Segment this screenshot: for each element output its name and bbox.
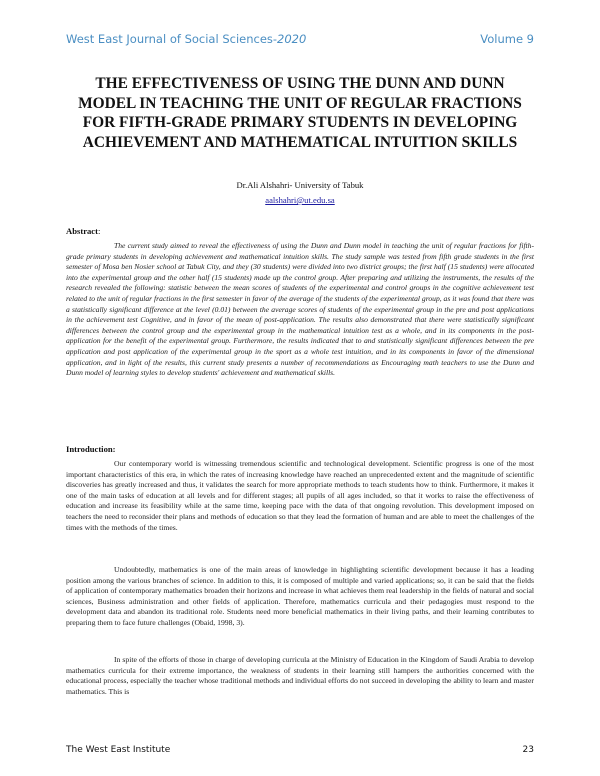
page-footer	[66, 745, 534, 759]
paper-title: THE EFFECTIVENESS OF USING THE DUNN AND DUNN MODEL IN TEACHING THE UNIT OF REGULAR FRACTIONS FOR FIFTH-GRADE PRIMARY STUDENTS IN DEVELOPING ACHIEVEMENT AND MATHEMATICAL INTUITION SKILLS	[78, 75, 522, 151]
journal-year: 2020	[277, 32, 307, 46]
abstract-text: The current study aimed to reveal the effectiveness of using the Dunn and Dunn model in teaching the unit of regular fractions for fifth-grade primary students in developing achievement and mathematical intuition skills. The study sample was tested from fifth grade students in the first semester of Mosa ben Nosier school at Tabuk City, and they (30 students) were divided into two district groups; the first half (15 students) were allocated into the experimental group and the other half (15 students) made up the control group. After preparing and utilizing the instruments, the results of the research revealed the following: statistic between the mean scores of students of the experimental and control groups in the cognitive achievement test related to the unit of regular fractions in the first semester in favor of the average of the students of the experimental group, as it was found that there was a statistically significant difference at the level (0.01) between the average scores of students of the experimental group in the pre and post applications in the achievement test Cognitive, and in favor of the mean of post-application. The results also demonstrated that there were statistically significant differences between the control group and the experimental group in the mathematical intuition test as a whole, and in its components in the post-application for the benefit of the experimental group. Furthermore, the results indicated that to and statistically significant differences between the pre application and post application of the experimental group in the sport as a whole test intuition, and in its components in favor of the dimensional application, and in light of the results, this current study presents a number of recommendations as Encouraging math teachers to use the Dunn and Dunn model of learning styles to develop students' achievement and mathematical skills.	[66, 241, 534, 378]
running-header	[66, 32, 534, 52]
abstract-heading: Abstract:	[66, 226, 101, 236]
introduction-heading: Introduction:	[66, 444, 116, 454]
volume-label: Volume 9	[480, 32, 534, 46]
intro-paragraph-1: Our contemporary world is witnessing tremendous scientific and technological development. Scientific progress is one of the most important characteristics of this era, in which the rates of increasing knowledge have reached an unprecedented extent and the magnitude of scientific discoveries has greatly increased and thus, it validates the search for more appropriate methods to teach students how to think. Furthermore, it makes it one of the main tasks of education at all levels and for different stages; all pupils of all ages included, so that it works to raise the effectiveness of education and increase its feasibility while at the same time, keeping pace with the data of that ongoing revolution. This development imposed on teachers the need to reconsider their plans and methods of education so that they lead the formation of human and are able to meet the challenges of the times with the methods of the times.	[66, 459, 534, 532]
author-line: Dr.Ali Alshahri- University of Tabuk	[236, 180, 364, 190]
intro-paragraph-3: In spite of the efforts of those in charge of developing curricula at the Ministry of Education in the Kingdom of Saudi Arabia to develop mathematics curricula for their extreme importance, the weakness of students in their learning still hampers the authorities concerned with the educational process, especially the teacher whose traditional methods and individual efforts do not succeed in developing the ability to learn and master mathematics. This is	[66, 655, 534, 696]
footer-organization: The West East Institute	[66, 745, 171, 755]
author-email-link[interactable]: aalshahri@ut.edu.sa	[265, 195, 335, 205]
intro-paragraph-2: Undoubtedly, mathematics is one of the main areas of knowledge in highlighting scientific development because it has a leading position among the various branches of science. In addition to this, it is composed of multiple and varied applications; so, it can be said that the fields of application of contemporary mathematics broaden their horizons and increase in what achieves them real leadership in the fields of natural and social sciences, Business administration and other fields of application. Therefore, mathematics curricula and their pedagogies must respond to the development data and abandon its traditional role. Students need more beneficial mathematics in their living paths, and their learning contributes to preparing them to face future challenges (Obaid, 1998, 3).	[66, 565, 534, 627]
page-number: 23	[522, 745, 534, 755]
journal-name: West East Journal of Social Sciences-2020	[66, 32, 307, 46]
